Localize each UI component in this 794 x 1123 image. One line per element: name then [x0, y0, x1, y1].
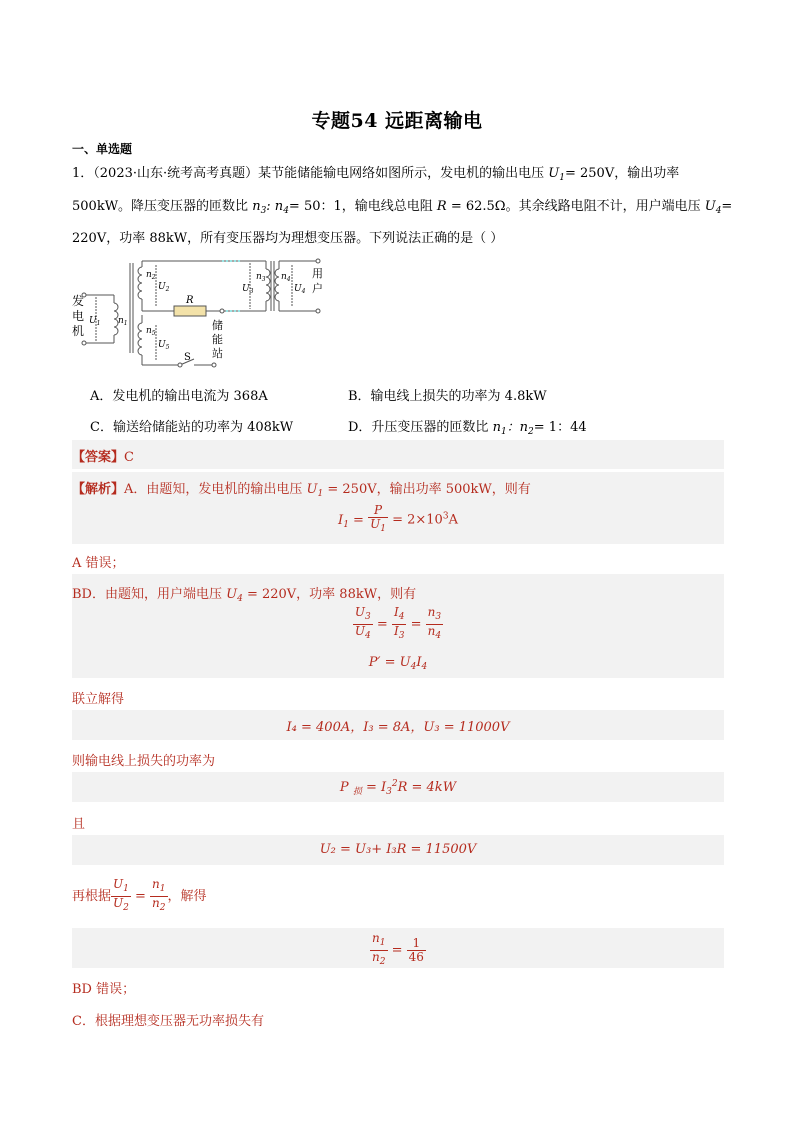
equation-loss: P $_损 = I_3^2R = 4kW$ [339, 779, 457, 797]
eq5-a: P [339, 780, 353, 795]
label-switch: S [184, 352, 191, 363]
eq7-den: 46 [408, 950, 424, 964]
solution-s1a: A．由题知，发电机的输出电压 [124, 482, 307, 497]
label-generator-1: 发 [72, 294, 85, 308]
equation-results: I₄ = 400A，I₃ = 8A，U₃ = 11000V [286, 720, 510, 735]
svg-text:n5: $n_5$ [146, 326, 156, 337]
question-line-3: 220V，功率 88kW，所有变压器均为理想变压器。下列说法正确的是（ ） [72, 231, 504, 246]
bd-line [72, 583, 416, 604]
question-text-2b: = 50：1，输电线总电阻 [288, 199, 437, 214]
equation-ratio: $\frac{U_3}{U_4}$ = $\frac{I_4}{I_3}$ = $\frac{n_3}{n_4}$ [354, 605, 442, 641]
var-u4-sol: $U_4$ [226, 587, 243, 604]
eq5-c: = I [361, 780, 387, 795]
label-storage-2: 能 [212, 333, 223, 346]
label-n3: n [256, 272, 262, 282]
svg-text:n2: $n_2$ [146, 270, 156, 281]
question-line-1 [72, 166, 679, 186]
again-line: 再根据 $\frac{U_1}{U_2}$ = $\frac{n_1}{n_2}$ ，解得 [72, 877, 207, 913]
var-n1-n2: $n_1$：$n_2$ [492, 420, 534, 437]
eq7-num: 1 [407, 937, 426, 951]
svg-text:n4: $n_4$ [281, 272, 291, 283]
option-b[interactable]: B．输电线上损失的功率为 4.8kW [348, 389, 547, 404]
equation-power: $P' = U_4I_4$ [368, 655, 428, 672]
svg-text:n3: $n_3$ [256, 272, 266, 283]
page-title: 专题54 远距离输电 [311, 110, 483, 132]
option-d[interactable] [348, 416, 587, 437]
svg-text:U1: $U_1$ [89, 316, 101, 327]
a-wrong: A 错误； [72, 556, 125, 571]
option-c[interactable]: C．输送给储能站的功率为 408kW [90, 420, 294, 435]
label-generator-2: 电 [72, 309, 85, 323]
question-text-1b: = 250V，输出功率 [564, 166, 680, 181]
answer-label: 【答案】 [72, 450, 125, 465]
bd-wrong: BD 错误； [72, 982, 136, 997]
question-text-1a: 某节能储能输电网络如图所示，发电机的输出电压 [258, 166, 549, 181]
eq5-d: R = 4kW [397, 780, 457, 795]
question-line-2 [72, 199, 732, 219]
equation-u2: U₂ = U₃+ I₃R = 11500V [319, 842, 477, 857]
answer-line [72, 446, 134, 465]
eq3-text: P′ = U [368, 655, 411, 670]
question-text-2d: = [721, 199, 733, 214]
again-b: ，解得 [167, 889, 207, 904]
label-user-1: 用 [312, 267, 323, 280]
eq1-unit: A [448, 512, 458, 528]
label-u5: U [158, 340, 166, 350]
svg-text:n1: $n_1$ [118, 316, 128, 327]
eq5-b: 损 [352, 787, 362, 797]
label-generator-3: 机 [72, 324, 85, 338]
equation-final-ratio: $\frac{n_1}{n_2}$ = $\frac{1}{46}$ [372, 931, 424, 967]
bd-text-b: = 220V，功率 88kW，则有 [242, 587, 417, 602]
label-storage-3: 站 [212, 347, 223, 360]
resistor-symbol [174, 306, 206, 316]
answer-band [72, 440, 724, 469]
label-resistor: R [186, 295, 194, 306]
joint-solve: 联立解得 [72, 692, 125, 707]
section-heading: 一、单选题 [72, 142, 133, 156]
label-user-2: 户 [312, 282, 323, 295]
circuit-diagram [72, 257, 332, 369]
solution-s1b: = 250V，输出功率 500kW，则有 [323, 482, 531, 497]
option-d-prefix: D．升压变压器的匝数比 [348, 420, 493, 435]
var-n3-n4: $n_3$: $n_4$ [252, 199, 289, 216]
question-number: 1． [72, 166, 94, 181]
label-storage-1: 储 [212, 319, 223, 332]
solution-label: 【解析】 [72, 482, 125, 497]
label-u4: U [294, 284, 302, 294]
equation-i1: $I_1$ = $\frac{P}{U_1}$ = $2\times 10^3A$ [338, 503, 458, 534]
c-text: C．根据理想变压器无功率损失有 [72, 1014, 264, 1029]
eq1-exp: 3 [442, 511, 449, 522]
solution-line-1 [72, 478, 531, 499]
var-r: R [436, 199, 447, 214]
question-text-2a: 500kW。降压变压器的匝数比 [72, 199, 253, 214]
question-text-2c: = 62.5Ω。其余线路电阻不计，用户端电压 [446, 199, 705, 214]
label-n5: n [146, 326, 152, 336]
answer-value: C [124, 450, 134, 465]
svg-text:U5: $U_5$ [158, 340, 170, 351]
again-a: 再根据 [72, 889, 112, 904]
svg-text:U4: $U_4$ [294, 284, 306, 295]
label-n4: n [281, 272, 287, 282]
label-u1: U [89, 316, 97, 326]
var-u1-sol: $U_1$ [306, 482, 324, 499]
svg-text:U2: $U_2$ [158, 282, 170, 293]
and-text: 且 [72, 817, 86, 832]
option-a[interactable]: A．发电机的输出电流为 368A [90, 389, 268, 404]
svg-text:U3: $U_3$ [242, 284, 254, 295]
var-u1: $U_1$ [548, 166, 565, 183]
label-u3: U [242, 284, 250, 294]
option-d-suffix: = 1：44 [533, 420, 587, 435]
bd-text-a: BD．由题知，用户端电压 [72, 587, 227, 602]
label-n1: n [118, 316, 124, 326]
loss-intro: 则输电线上损失的功率为 [72, 754, 216, 769]
question-source: （2023·山东·统考高考真题） [93, 166, 259, 181]
eq1-rhs: = 2×10 [387, 512, 443, 528]
label-n2: n [146, 270, 152, 280]
label-u2: U [158, 282, 166, 292]
var-u4: $U_4$ [704, 199, 722, 216]
